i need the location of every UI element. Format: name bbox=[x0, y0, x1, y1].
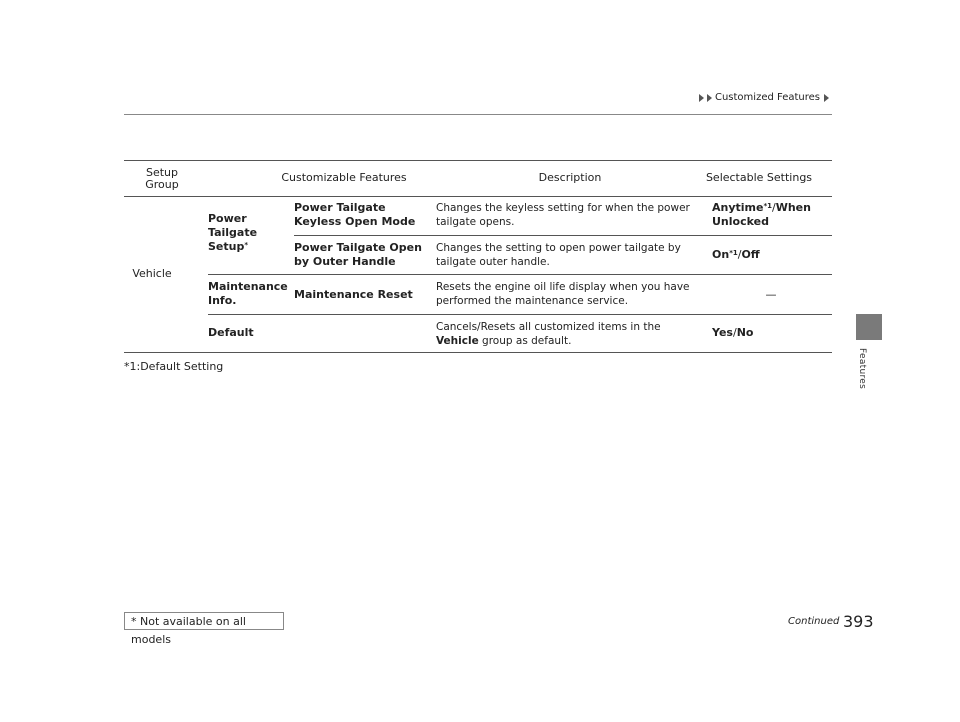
setting-separator: / bbox=[772, 201, 776, 214]
feature-power-tailgate-open-by-outer-handle: Power Tailgate Open by Outer Handle bbox=[294, 241, 422, 268]
header-description: Description bbox=[538, 171, 602, 184]
header-customizable-features: Customizable Features bbox=[281, 171, 407, 184]
setting-option-on: On bbox=[712, 248, 730, 261]
continued-label: Continued bbox=[788, 616, 840, 627]
table-rule bbox=[124, 160, 832, 161]
settings-maintenance-reset: — bbox=[765, 288, 777, 301]
description-default-line: Cancels/Resets all customized items in the bbox=[436, 321, 661, 333]
setting-option-anytime: Anytime bbox=[712, 201, 764, 214]
description-keyless-open-mode: Changes the keyless setting for when the power tailgate opens. bbox=[436, 202, 690, 228]
setting-option-yes: Yes bbox=[712, 326, 733, 339]
breadcrumb-label[interactable]: Customized Features bbox=[714, 92, 820, 103]
default-mark: *1 bbox=[763, 202, 772, 210]
triangle-icon bbox=[824, 94, 829, 102]
table-rule bbox=[294, 235, 832, 236]
settings-open-by-outer-handle bbox=[712, 248, 830, 262]
table-rule bbox=[208, 274, 832, 275]
triangle-icon bbox=[699, 94, 704, 102]
description-open-by-outer-handle: Changes the setting to open power tailgate by tailgate outer handle. bbox=[436, 242, 681, 268]
description-maintenance-reset: Resets the engine oil life display when you have performed the maintenance service. bbox=[436, 281, 690, 307]
description-default-group: Vehicle bbox=[436, 335, 479, 347]
availability-note: * Not available on all models bbox=[124, 612, 284, 630]
default-mark: *1 bbox=[729, 249, 738, 257]
header-setup-group: Setup Group bbox=[145, 166, 179, 191]
setting-separator: / bbox=[737, 248, 742, 261]
footnote-default-setting: *1:Default Setting bbox=[124, 360, 224, 373]
setting-separator: / bbox=[732, 326, 737, 339]
availability-mark: * bbox=[244, 241, 249, 249]
breadcrumb bbox=[699, 92, 830, 103]
table-rule bbox=[124, 352, 832, 353]
feature-maintenance-reset: Maintenance Reset bbox=[294, 288, 413, 301]
header-selectable-settings: Selectable Settings bbox=[705, 171, 813, 184]
feature-power-tailgate-keyless-open-mode: Power Tailgate Keyless Open Mode bbox=[294, 201, 416, 228]
table-rule bbox=[124, 196, 832, 197]
setting-option-no: No bbox=[736, 326, 754, 339]
header-rule bbox=[124, 114, 832, 115]
group-vehicle: Vehicle bbox=[132, 267, 172, 280]
settings-default bbox=[712, 326, 830, 340]
settings-keyless-open-mode bbox=[712, 201, 830, 229]
triangle-icon bbox=[707, 94, 712, 102]
description-default bbox=[436, 320, 706, 348]
description-default-tail: group as default. bbox=[482, 335, 572, 347]
subgroup-default: Default bbox=[208, 326, 254, 339]
section-tab-label: Features bbox=[857, 348, 867, 390]
page-number: 393 bbox=[843, 612, 874, 631]
setting-option-off: Off bbox=[741, 248, 760, 261]
subgroup-power-tailgate-label: Power Tailgate Setup bbox=[208, 212, 258, 253]
section-tab-marker bbox=[856, 314, 882, 340]
subgroup-power-tailgate bbox=[208, 212, 268, 254]
table-rule bbox=[208, 314, 832, 315]
setting-option-when-unlocked: When Unlocked bbox=[712, 201, 811, 228]
subgroup-maintenance-info: Maintenance Info. bbox=[208, 280, 288, 307]
